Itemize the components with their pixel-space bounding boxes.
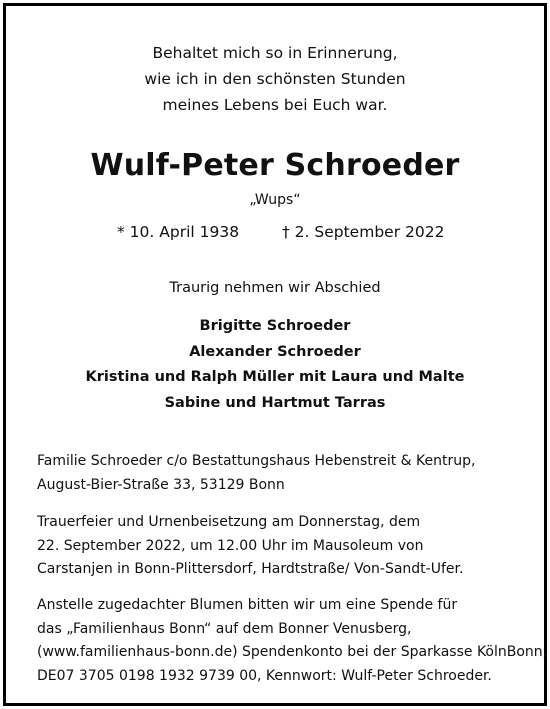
death-date: † 2. September 2022 <box>282 223 445 241</box>
mourners-list <box>6 314 544 416</box>
family-address <box>37 450 527 497</box>
deceased-name: Wulf-Peter Schroeder <box>90 148 460 183</box>
motto-line: wie ich in den schönsten Stunden <box>144 70 406 88</box>
nickname: „Wups“ <box>249 192 301 208</box>
donation-line: DE07 3705 0198 1932 9739 00, Kennwort: Wulf-Peter Schroeder. <box>37 667 492 684</box>
address-line: Familie Schroeder c/o Bestattungshaus Hebenstreit & Kentrup, <box>37 453 476 469</box>
motto-line: Behaltet mich so in Erinnerung, <box>152 44 398 62</box>
donation-info <box>37 594 548 688</box>
donation-line: das „Familienhaus Bonn“ auf dem Bonner Venusberg, <box>37 620 412 637</box>
donation-line: Anstelle zugedachter Blumen bitten wir um eine Spende für <box>37 597 458 613</box>
ceremony-line: Carstanjen in Bonn-Plittersdorf, Hardtstraße/ Von-Sandt-Ufer. <box>37 561 464 577</box>
mourner-name: Brigitte Schroeder <box>199 318 351 334</box>
ceremony-info <box>37 511 527 582</box>
ceremony-line: 22. September 2022, um 12.00 Uhr im Mausoleum von <box>37 537 424 554</box>
birth-date: * 10. April 1938 <box>117 223 240 241</box>
mourner-name: Kristina und Ralph Müller mit Laura und Malte <box>85 369 465 385</box>
life-dates <box>6 220 544 244</box>
mourner-name: Alexander Schroeder <box>189 343 361 360</box>
address-line: August-Bier-Straße 33, 53129 Bonn <box>37 476 285 493</box>
donation-line: (www.familienhaus-bonn.de) Spendenkonto bei der Sparkasse KölnBonn, <box>37 644 548 660</box>
farewell-text: Traurig nehmen wir Abschied <box>169 280 381 296</box>
motto-verse <box>6 40 544 118</box>
obituary-notice <box>3 3 547 706</box>
mourner-name: Sabine und Hartmut Tarras <box>164 394 386 411</box>
ceremony-line: Trauerfeier und Urnenbeisetzung am Donnerstag, dem <box>37 514 421 530</box>
motto-line: meines Lebens bei Euch war. <box>162 96 388 114</box>
